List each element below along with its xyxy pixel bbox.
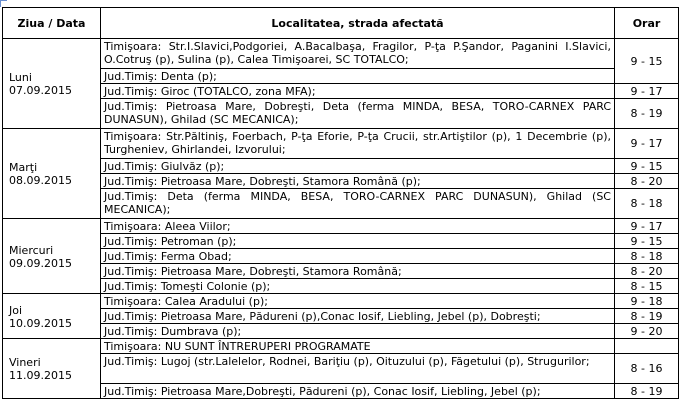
location-cell: Timişoara: Calea Aradului (p); — [101, 294, 615, 309]
table-row — [3, 279, 679, 294]
day-name: Marţi — [9, 161, 38, 174]
location-cell: Jud.Timiş: Pietroasa Mare, Pădureni (p),Conac Iosif, Liebling, Jebel (p), Dobreşti; — [101, 309, 615, 324]
location-cell: Jud.Timiş: Giroc (TOTALCO, zona MFA); — [101, 84, 615, 99]
schedule-cell: 8 - 19 — [615, 384, 679, 399]
table-row — [3, 384, 679, 399]
schedule-cell: 8 - 18 — [615, 249, 679, 264]
location-cell: Jud.Timiş: Pietroasa Mare,Dobreşti, Pădureni (p), Conac Iosif, Liebling, Jebel (p); — [101, 384, 615, 399]
day-date: 10.09.2015 — [9, 316, 72, 330]
schedule-cell: 9 - 15 — [615, 39, 679, 84]
day-name: Miercuri — [9, 243, 54, 257]
location-cell: Timişoara: Str.I.Slavici,Podgoriei, A.Bacalbaşa, Fragilor, P-ţa P.Şandor, Paganini I.Slavici, O.Cotruş (p), Sulina (p), Calea Timişoarei, SC TOTALCO; — [101, 39, 615, 69]
day-date: 08.09.2015 — [9, 174, 72, 187]
day-cell-marti — [3, 129, 101, 219]
table-row — [3, 69, 679, 84]
header-day: Ziua / Data — [3, 8, 101, 39]
schedule-cell — [615, 339, 679, 354]
schedule-cell: 8 - 15 — [615, 279, 679, 294]
table-row — [3, 339, 679, 354]
header-location: Localitatea, strada afectată — [101, 8, 615, 39]
location-cell: Jud.Timiş: Deta (ferma MINDA, BESA, TORO-CARNEX PARC DUNASUN), Ghilad (SC MECANICA); — [101, 189, 615, 219]
location-cell: Jud.Timiş: Pietroasa Mare, Dobreşti, Stamora Română (p); — [101, 174, 615, 189]
schedule-cell: 8 - 20 — [615, 264, 679, 279]
table-row — [3, 294, 679, 309]
schedule-cell: 8 - 16 — [615, 354, 679, 384]
table-row — [3, 159, 679, 174]
location-cell: Timişoara: Str.Păltiniş, Foerbach, P-ţa Eforie, P-ţa Crucii, str.Artiştilor (p), 1 Decembrie (p), Turgheniev, Ghirlandei, Izvorului; — [101, 129, 615, 159]
location-cell: Jud.Timiş: Petroman (p); — [101, 234, 615, 249]
day-date: 11.09.2015 — [9, 369, 72, 382]
day-name: Vineri — [9, 356, 41, 369]
table-row — [3, 234, 679, 249]
schedule-cell: 9 - 17 — [615, 219, 679, 234]
location-cell: Jud.Timiş: Tomeşti Colonie (p); — [101, 279, 615, 294]
schedule-cell: 8 - 19 — [615, 99, 679, 129]
location-cell: Timişoara: Aleea Viilor; — [101, 219, 615, 234]
schedule-cell: 9 - 15 — [615, 159, 679, 174]
schedule-cell: 9 - 20 — [615, 324, 679, 339]
schedule-cell: 8 - 20 — [615, 174, 679, 189]
table-row — [3, 249, 679, 264]
table-row — [3, 189, 679, 219]
schedule-cell: 8 - 19 — [615, 309, 679, 324]
location-cell: Jud.Timiş: Denta (p); — [101, 69, 615, 84]
table-row — [3, 84, 679, 99]
schedule-cell: 9 - 15 — [615, 234, 679, 249]
day-cell-vineri — [3, 339, 101, 399]
table-row — [3, 309, 679, 324]
table-row — [3, 174, 679, 189]
schedule-cell: 9 - 18 — [615, 294, 679, 309]
header-schedule: Orar — [615, 8, 679, 39]
table-row — [3, 219, 679, 234]
schedule-cell: 9 - 17 — [615, 84, 679, 99]
table-row — [3, 99, 679, 129]
location-cell: Jud.Timiş: Lugoj (str.Lalelelor, Rodnei, Bariţiu (p), Oituzului (p), Făgetului (p), Strugurilor; — [101, 354, 615, 384]
location-cell: Jud.Timiş: Ferma Obad; — [101, 249, 615, 264]
day-cell-luni — [3, 39, 101, 129]
day-cell-joi — [3, 294, 101, 339]
day-cell-miercuri — [3, 219, 101, 294]
location-cell: Jud.Timiş: Dumbrava (p); — [101, 324, 615, 339]
table-row — [3, 354, 679, 384]
day-date: 09.09.2015 — [9, 256, 72, 270]
location-cell: Jud.Timiş: Pietroasa Mare, Dobreşti, Stamora Română; — [101, 264, 615, 279]
header-row — [3, 8, 679, 39]
outage-schedule-table — [2, 7, 679, 399]
day-name: Luni — [9, 71, 32, 84]
location-cell: Jud.Timiş: Pietroasa Mare, Dobreşti, Deta (ferma MINDA, BESA, TORO-CARNEX PARC DUNASUN), Ghilad (SC MECANICA); — [101, 99, 615, 129]
location-cell: Jud.Timiş: Giulvăz (p); — [101, 159, 615, 174]
table-row — [3, 129, 679, 159]
schedule-cell: 9 - 17 — [615, 129, 679, 159]
frame-corner-marker — [0, 0, 7, 7]
table-row — [3, 39, 679, 69]
table-row — [3, 264, 679, 279]
schedule-cell: 8 - 18 — [615, 189, 679, 219]
location-cell: Timişoara: NU SUNT ÎNTRERUPERI PROGRAMATE — [101, 339, 615, 354]
table-row — [3, 324, 679, 339]
day-name: Joi — [9, 303, 23, 317]
day-date: 07.09.2015 — [9, 84, 72, 97]
